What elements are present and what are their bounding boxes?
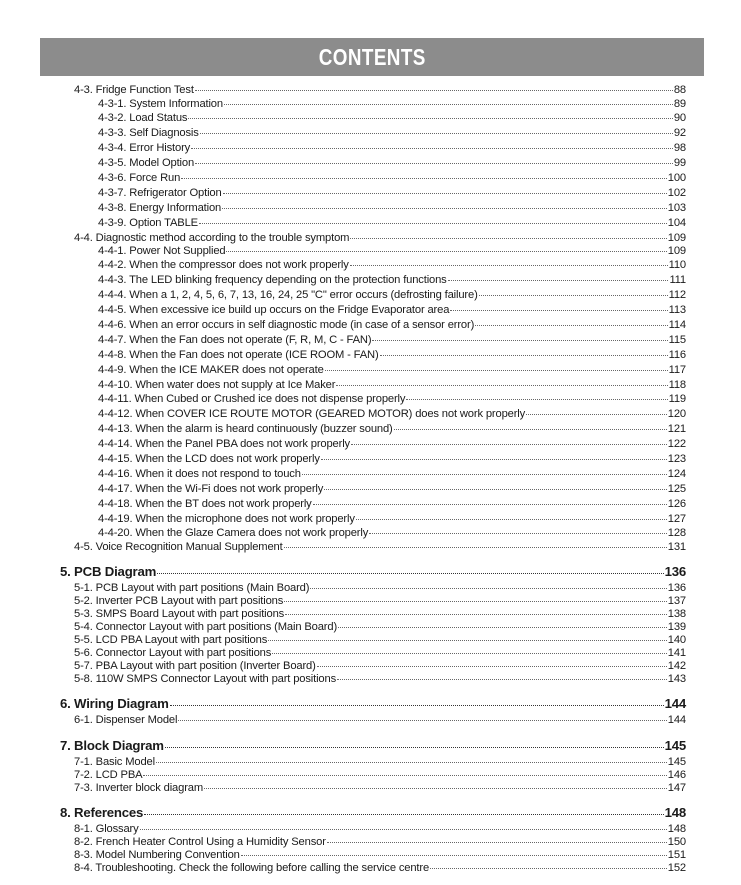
toc-page-number: 122 [667,438,686,450]
dot-leader [350,238,666,239]
toc-page-number: 92 [673,127,686,139]
toc-entry[interactable] [74,232,686,244]
toc-entry[interactable] [98,379,686,391]
toc-page-number: 150 [667,836,686,848]
dot-leader [350,265,668,266]
toc-entry-title: 8-3. Model Numbering Convention [74,849,240,861]
toc-page-number: 145 [667,756,686,768]
dot-leader [351,444,667,445]
toc-entry[interactable] [98,393,686,405]
toc-entry[interactable] [98,202,686,214]
toc-entry-title: 5-5. LCD PBA Layout with part positions [74,634,268,646]
toc-page-number: 114 [668,319,686,331]
toc-page-number: 102 [667,187,686,199]
dot-leader [156,762,667,763]
toc-entry[interactable] [74,673,686,685]
dot-leader [313,504,667,505]
toc-entry-title: 4-4-16. When it does not respond to touch [98,468,301,480]
toc-entry-title: 4-5. Voice Recognition Manual Supplement [74,541,283,553]
toc-entry-title: 4-4-7. When the Fan does not operate (F, R, M, C - FAN) [98,334,372,346]
dot-leader [222,208,667,209]
dot-leader [338,627,667,628]
dot-leader [140,829,667,830]
toc-page-number: 103 [667,202,686,214]
toc-page-number: 88 [673,84,686,96]
dot-leader [284,547,667,548]
toc-entry[interactable] [98,289,686,301]
toc-entry-title: 4-4-4. When a 1, 2, 4, 5, 6, 7, 13, 16, 24, 25 "C" error occurs (defrosting failure) [98,289,478,301]
toc-entry-title: 8-2. French Heater Control Using a Humidity Sensor [74,836,326,848]
toc-entry[interactable] [98,483,686,495]
toc-entry-title: 4-3-1. System Information [98,98,223,110]
dot-leader [317,666,667,667]
toc-entry[interactable] [74,608,686,620]
toc-entry[interactable] [98,319,686,331]
toc-entry[interactable] [98,98,686,110]
dot-leader [479,295,668,296]
toc-page-number: 117 [668,364,686,376]
dot-leader [272,653,667,654]
toc-entry-title: 4-4-1. Power Not Supplied [98,245,226,257]
toc-page-number: 151 [667,849,686,861]
toc-page-number: 124 [667,468,686,480]
toc-entry-title: 8. References [60,805,144,820]
dot-leader [372,340,667,341]
toc-page-number: 99 [673,157,686,169]
toc-entry-title: 4-3-8. Energy Information [98,202,222,214]
toc-entry-title: 4-4-5. When excessive ice build up occurs on the Fridge Evaporator area [98,304,450,316]
toc-entry-title: 4-4-14. When the Panel PBA does not work properly [98,438,350,450]
dot-leader [181,178,667,179]
dot-leader [170,705,664,706]
dot-leader [337,679,667,680]
toc-page-number: 136 [667,582,686,594]
toc-page-number: 138 [667,608,686,620]
toc-entry[interactable] [74,582,686,594]
toc-entry-title: 7-3. Inverter block diagram [74,782,204,794]
toc-entry-title: 5-4. Connector Layout with part positions (Main Board) [74,621,338,633]
toc-entry-title: 4-4-17. When the Wi-Fi does not work properly [98,483,324,495]
toc-entry[interactable] [74,862,686,874]
dot-leader [178,720,666,721]
dot-leader [191,148,673,149]
dot-leader [450,310,667,311]
dot-leader [285,614,667,615]
toc-entry[interactable] [74,714,686,726]
dot-leader [526,414,667,415]
dot-leader [321,459,667,460]
toc-entry-title: 4-4-19. When the microphone does not work properly [98,513,355,525]
toc-page-number: 126 [667,498,686,510]
toc-entry-title: 4-4-3. The LED blinking frequency depending on the protection functions [98,274,447,286]
toc-entry-title: 5-3. SMPS Board Layout with part positions [74,608,285,620]
dot-leader [268,640,667,641]
toc-entry[interactable] [98,527,686,539]
toc-page-number: 141 [667,647,686,659]
dot-leader [241,855,667,856]
toc-page-number: 146 [667,769,686,781]
toc-page-number: 104 [667,217,686,229]
toc-page-number: 113 [668,304,686,316]
toc-entry[interactable] [74,823,686,835]
dot-leader [336,385,667,386]
toc-entry-title: 6. Wiring Diagram [60,696,169,711]
toc-entry[interactable] [74,660,686,672]
toc-entry-title: 4-4-18. When the BT does not work properly [98,498,312,510]
toc-entry[interactable] [74,769,686,781]
toc-entry-title: 4-4-10. When water does not supply at Ice Maker [98,379,336,391]
toc-page-number: 127 [667,513,686,525]
toc-entry[interactable] [98,498,686,510]
contents-header [40,38,704,76]
toc-page-number: 131 [667,541,686,553]
toc-entry[interactable] [74,621,686,633]
toc-entry[interactable] [98,438,686,450]
toc-entry[interactable] [98,364,686,376]
toc-page-number: 148 [664,805,686,820]
dot-leader [327,842,667,843]
toc-entry-title: 4-3-4. Error History [98,142,191,154]
toc-page-number: 145 [664,738,686,753]
toc-page-number: 152 [667,862,686,874]
toc-section-entry[interactable] [60,696,686,711]
dot-leader [325,370,668,371]
dot-leader [430,868,667,869]
dot-leader [195,90,673,91]
toc-page-number: 147 [667,782,686,794]
toc-entry[interactable] [98,112,686,124]
toc-section-entry[interactable] [60,805,686,820]
dot-leader [143,775,666,776]
toc-entry[interactable] [98,304,686,316]
toc-entry-title: 8-1. Glossary [74,823,139,835]
toc-entry-title: 4-4-6. When an error occurs in self diagnostic mode (in case of a sensor error) [98,319,475,331]
toc-entry-title: 4-4-2. When the compressor does not work properly [98,259,349,271]
toc-page-number: 110 [668,259,686,271]
dot-leader [195,163,673,164]
dot-leader [284,601,667,602]
toc-entry[interactable] [98,423,686,435]
toc-entry-title: 4-4. Diagnostic method according to the trouble symptom [74,232,350,244]
toc-entry[interactable] [74,756,686,768]
toc-entry-title: 4-4-12. When COVER ICE ROUTE MOTOR (GEARED MOTOR) does not work properly [98,408,526,420]
toc-page-number: 90 [673,112,686,124]
toc-entry[interactable] [98,408,686,420]
toc-entry[interactable] [74,836,686,848]
toc-page-number: 116 [668,349,686,361]
toc-entry-title: 5-8. 110W SMPS Connector Layout with part positions [74,673,337,685]
toc-page-number: 109 [667,245,686,257]
toc-entry[interactable] [98,274,686,286]
dot-leader [406,399,667,400]
toc-entry[interactable] [98,157,686,169]
toc-page-number: 139 [667,621,686,633]
page-title: CONTENTS [318,43,426,70]
dot-leader [356,519,667,520]
toc-entry-title: 5. PCB Diagram [60,564,157,579]
toc-page-number: 148 [667,823,686,835]
toc-entry-title: 5-6. Connector Layout with part positions [74,647,272,659]
toc-page-number: 123 [667,453,686,465]
toc-entry[interactable] [74,595,686,607]
toc-entry[interactable] [98,172,686,184]
toc-entry-title: 4-4-20. When the Glaze Camera does not work properly [98,527,369,539]
toc-entry-title: 4-3. Fridge Function Test [74,84,194,96]
dot-leader [165,747,664,748]
toc-entry[interactable] [98,334,686,346]
dot-leader [223,193,667,194]
toc-entry-title: 5-2. Inverter PCB Layout with part positions [74,595,284,607]
toc-entry[interactable] [98,187,686,199]
toc-page-number: 109 [667,232,686,244]
toc-entry[interactable] [98,453,686,465]
toc-page-number: 137 [667,595,686,607]
dot-leader [144,814,663,815]
toc-entry-title: 6-1. Dispenser Model [74,714,178,726]
toc-entry[interactable] [98,245,686,257]
toc-entry[interactable] [98,513,686,525]
dot-leader [200,133,673,134]
dot-leader [448,280,669,281]
toc-entry[interactable] [74,782,686,794]
toc-entry-title: 4-3-6. Force Run [98,172,181,184]
toc-entry-title: 4-3-5. Model Option [98,157,195,169]
toc-entry-title: 7-1. Basic Model [74,756,155,768]
toc-page-number: 115 [668,334,686,346]
toc-entry[interactable] [74,849,686,861]
toc-entry[interactable] [74,84,686,96]
dot-leader [302,474,667,475]
dot-leader [204,788,667,789]
dot-leader [369,533,667,534]
toc-entry-title: 8-4. Troubleshooting. Check the following before calling the service centre [74,862,430,874]
toc-page-number: 112 [668,289,686,301]
toc-section-entry[interactable] [60,738,686,753]
toc-entry-title: 4-4-8. When the Fan does not operate (ICE ROOM - FAN) [98,349,379,361]
toc-page-number: 136 [664,564,686,579]
toc-entry-title: 4-3-3. Self Diagnosis [98,127,199,139]
toc-page-number: 100 [667,172,686,184]
toc-page-number: 144 [664,696,686,711]
toc-page-number: 125 [667,483,686,495]
toc-page-number: 143 [667,673,686,685]
toc-entry-title: 4-4-11. When Cubed or Crushed ice does not dispense properly [98,393,406,405]
toc-page-number: 140 [667,634,686,646]
toc-entry-title: 4-4-13. When the alarm is heard continuously (buzzer sound) [98,423,393,435]
toc-entry-title: 4-3-2. Load Status [98,112,188,124]
toc-entry-title: 4-3-7. Refrigerator Option [98,187,222,199]
toc-entry-title: 5-7. PBA Layout with part position (Inverter Board) [74,660,316,672]
toc-page-number: 111 [669,274,686,286]
dot-leader [324,489,667,490]
dot-leader [310,588,666,589]
toc-entry-title: 7-2. LCD PBA [74,769,143,781]
toc-entry-title: 7. Block Diagram [60,738,164,753]
toc-page-number: 128 [667,527,686,539]
toc-page-number: 144 [667,714,686,726]
toc-entry-title: 4-3-9. Option TABLE [98,217,198,229]
dot-leader [380,355,668,356]
toc-entry-title: 4-4-9. When the ICE MAKER does not operate [98,364,324,376]
toc-entry-title: 5-1. PCB Layout with part positions (Main Board) [74,582,310,594]
toc-entry[interactable] [98,349,686,361]
dot-leader [394,429,667,430]
dot-leader [188,118,672,119]
toc-page-number: 89 [673,98,686,110]
dot-leader [157,573,663,574]
dot-leader [224,104,673,105]
toc-page-number: 118 [668,379,686,391]
toc-entry[interactable] [74,647,686,659]
toc-entry[interactable] [74,634,686,646]
toc-entry[interactable] [98,142,686,154]
toc-page-number: 98 [673,142,686,154]
toc-entry[interactable] [98,259,686,271]
toc-entry[interactable] [98,217,686,229]
toc-entry[interactable] [98,468,686,480]
toc-entry[interactable] [98,127,686,139]
toc-page-number: 119 [668,393,686,405]
dot-leader [226,251,666,252]
dot-leader [475,325,667,326]
dot-leader [199,223,667,224]
toc-section-entry[interactable] [60,564,686,579]
toc-entry-title: 4-4-15. When the LCD does not work properly [98,453,320,465]
toc-page-number: 121 [667,423,686,435]
toc-page-number: 120 [667,408,686,420]
toc-page-number: 142 [667,660,686,672]
toc-entry[interactable] [74,541,686,553]
